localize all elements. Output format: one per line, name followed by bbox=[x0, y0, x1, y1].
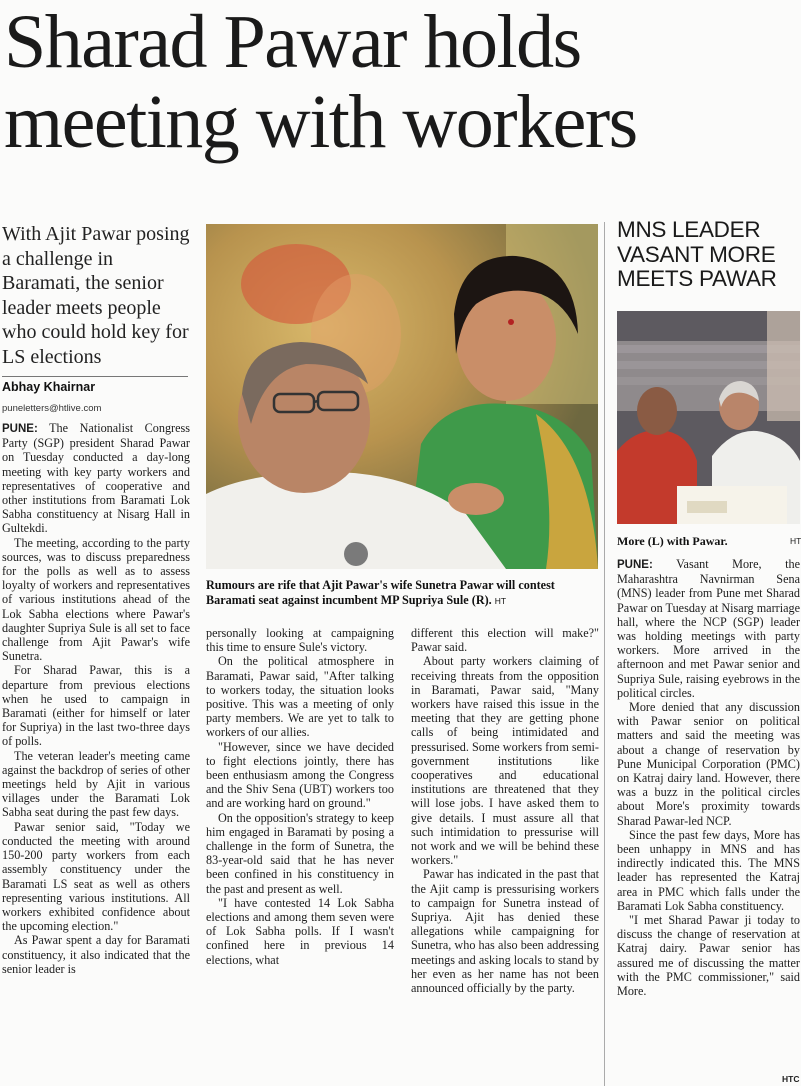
sidebar-dateline: PUNE: bbox=[617, 559, 653, 571]
article-column-1 bbox=[2, 421, 190, 976]
headline bbox=[4, 2, 794, 162]
article-paragraph bbox=[2, 421, 190, 536]
article-paragraph: personally looking at campaigning this time to ensure Sule's victory. bbox=[206, 626, 394, 655]
article-paragraph: different this election will make?" Pawar said. bbox=[411, 626, 599, 655]
article-paragraph: "I have contested 14 Lok Sabha elections and among them seven were of Lok Sabha polls. If I wasn't confined here in previous 14 elections, what bbox=[206, 895, 394, 967]
sidebar-photo-credit: HT bbox=[790, 536, 801, 546]
sidebar-paragraph: Since the past few days, More has been unhappy in MNS and has indirectly indicated this. The MNS leader has represented the Katraj area in PMC which falls under the Baramati Lok Sabha constituency. bbox=[617, 827, 800, 913]
photo-credit: HT bbox=[494, 595, 507, 606]
article-paragraph: The veteran leader's meeting came against the backdrop of series of other meetings held by Ajit in various villages under the Baramati Lok Sabha seat during the past few days. bbox=[2, 748, 190, 820]
headline-line-2: meeting with workers bbox=[4, 80, 637, 164]
sidebar-paragraph: "I met Sharad Pawar ji today to discuss the change of reservation at Katraj dairy. Pawar senior has assured me of discussing the matter with the PMC commissioner," said More. bbox=[617, 913, 800, 999]
photo-caption-text: Rumours are rife that Ajit Pawar's wife Sunetra Pawar will contest Baramati seat against incumbent MP Supriya Sule (R). bbox=[206, 578, 555, 607]
byline-divider bbox=[2, 376, 188, 377]
article-paragraph: Pawar has indicated in the past that the Ajit camp is pressurising workers to campaign for Sunetra instead of Supriya. Ajit has denied these allegations while campaigning for Sunetra, who has also been addressing meetings and asking locals to stand by her even as her name has not been announced officially by the party. bbox=[411, 867, 599, 996]
sidebar-headline bbox=[617, 218, 800, 292]
headline-line-1: Sharad Pawar holds bbox=[4, 0, 581, 84]
paragraph-text: Vasant More, the Maharashtra Navnirman Sena (MNS) leader from Pune met Sharad Pawar on Tuesday at Nisarg marriage hall, where the NCP (SGP) leader was holding meetings with party workers. More arrived in the afternoon and met Pawar senior and Supriya Sule, raising eyebrows in the political circles. bbox=[617, 557, 800, 700]
photo-illustration bbox=[206, 224, 598, 569]
paragraph-text: The Nationalist Congress Party (SGP) president Sharad Pawar on Tuesday conducted a day-long meeting with key party workers and representatives of cooperative and other institutions from Baramati Lok Sabha constituency at Nisarg Hall in Gultekdi. bbox=[2, 421, 190, 536]
article-paragraph: For Sharad Pawar, this is a departure from previous elections when he used to campaign in Baramati (either for himself or later for Supriya) in the last two-three days of polls. bbox=[2, 663, 190, 749]
article-paragraph: The meeting, according to the party sources, was to discuss preparedness for the polls as well as to assess loyalty of workers and representatives of various institutions ahead of the Lok Sabha elections where Pawar's daughter Supriya Sule is all set to face challenge from Ajit Pawar's wife Sunetra. bbox=[2, 535, 190, 664]
column-divider bbox=[604, 222, 605, 1086]
sidebar-paragraph: More denied that any discussion with Pawar senior on political matters and said the meeting was about a change of reservation by Pune Municipal Corporation (PMC) on Katraj dairy land. However, there was a buzz in the political circles about More's proximity towards Sharad Pawar-led NCP. bbox=[617, 700, 800, 828]
byline-author: Abhay Khairnar bbox=[2, 380, 96, 394]
sidebar-photo-caption: More (L) with Pawar. bbox=[617, 534, 728, 548]
byline-email: puneletters@htlive.com bbox=[2, 403, 102, 414]
sidebar-photo-illustration bbox=[617, 311, 800, 524]
sidebar-headline-line: MEETS PAWAR bbox=[617, 266, 777, 291]
article-paragraph: On the political atmosphere in Baramati, Pawar said, "After talking to workers today, the situation looks positive. This was a meeting of only party members. We are yet to talk to workers of our allies. bbox=[206, 654, 394, 740]
article-paragraph: About party workers claiming of receiving threats from the opposition in Baramati, Pawar said, "Many workers have raised this issue in the meeting that they are getting phone calls of being intimidated and pressurised. Some workers from semi-government institutions like cooperatives and educational institutions are threatened that they will lose jobs. I have asked them to give details. I must assure all that such intimidation to pressurise will not work and we will be behind these workers." bbox=[411, 654, 599, 868]
article-column-2 bbox=[206, 626, 394, 967]
sidebar-headline-line: VASANT MORE bbox=[617, 241, 776, 267]
article-paragraph: "However, since we have decided to fight elections jointly, there has been enthusiasm among the Congress and the Shiv Sena (UBT) workers too and are working hard on ground." bbox=[206, 739, 394, 811]
article-column-3 bbox=[411, 626, 599, 995]
sidebar-photo bbox=[617, 311, 800, 524]
photo-caption bbox=[206, 578, 604, 608]
main-photo bbox=[206, 224, 598, 569]
deck-summary: With Ajit Pawar posing a challenge in Baramati, the senior leader meets people who could hold key for LS elections bbox=[2, 223, 190, 368]
sidebar-headline-line: MNS LEADER bbox=[617, 217, 761, 242]
article-paragraph: Pawar senior said, "Today we conducted the meeting with around 150-200 party workers from each assembly constituency under the Baramati LS seat as well as others representing various institutions. All workers exhibited confidence about the upcoming election." bbox=[2, 819, 190, 934]
dateline: PUNE: bbox=[2, 423, 38, 435]
sidebar-paragraph bbox=[617, 557, 800, 700]
article-paragraph: On the opposition's strategy to keep him engaged in Baramati by posing a challenge in the form of Sunetra, the 83-year-old said that he has never been confined in his constituency in the past and present as well. bbox=[206, 810, 394, 896]
sidebar-column bbox=[617, 557, 800, 998]
article-paragraph: As Pawar spent a day for Baramati constituency, it also indicated that the senior leader is bbox=[2, 933, 190, 976]
sidebar-end-credit: HTC bbox=[782, 1074, 800, 1084]
